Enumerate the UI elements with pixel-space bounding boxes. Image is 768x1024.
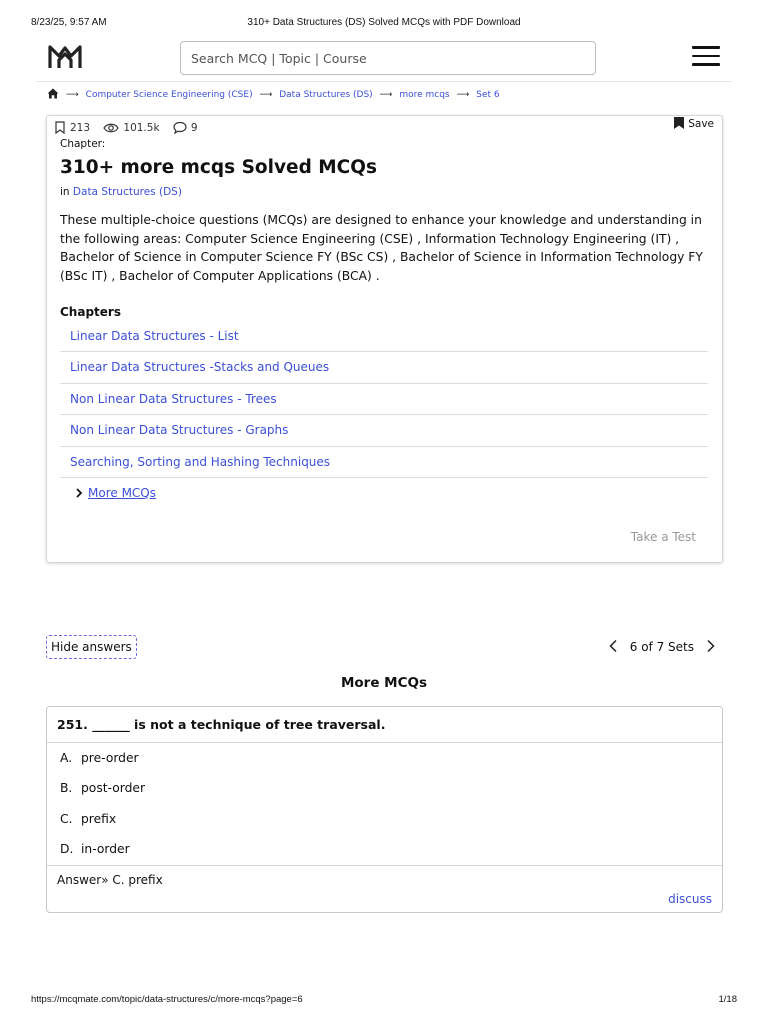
chevron-left-icon[interactable] xyxy=(608,639,618,653)
page-title: 310+ more mcqs Solved MCQs xyxy=(60,157,377,178)
eye-icon xyxy=(103,122,119,134)
search-input[interactable] xyxy=(180,41,596,75)
chapter-link[interactable]: Linear Data Structures -Stacks and Queues xyxy=(70,360,330,375)
option-c[interactable]: C. prefix xyxy=(60,811,117,826)
list-item xyxy=(60,321,708,352)
breadcrumb-separator: ⟶ xyxy=(65,90,79,100)
breadcrumb-item-cse[interactable]: Computer Science Engineering (CSE) xyxy=(85,90,253,100)
option-list xyxy=(60,743,145,864)
take-test-button[interactable]: Take a Test xyxy=(630,530,696,544)
topic-card xyxy=(46,115,723,563)
option-d[interactable]: D. in-order xyxy=(60,841,130,856)
print-footer xyxy=(31,994,737,1008)
list-item xyxy=(60,384,708,415)
more-mcqs-toggle[interactable] xyxy=(75,486,156,500)
more-mcqs-link[interactable]: More MCQs xyxy=(88,486,156,500)
chapter-link[interactable]: Linear Data Structures - List xyxy=(70,329,239,343)
topic-description: These multiple-choice questions (MCQs) are designed to enhance your knowledge and understanding in the following areas: Computer Science Engineering (CSE) , Information Technology Engineering (IT) , Bachelor of Science in Computer Science FY (BSc CS) , Bachelor of Science in Information Technology FY (BSc IT) , Bachelor of Computer Applications (BCA) . xyxy=(60,213,703,283)
discuss-link[interactable]: discuss xyxy=(668,892,712,906)
stats-bar xyxy=(54,121,208,135)
breadcrumb-item-set[interactable]: Set 6 xyxy=(476,90,500,100)
print-url: https://mcqmate.com/topic/data-structures/c/more-mcqs?page=6 xyxy=(31,994,303,1005)
option-b[interactable]: B. post-order xyxy=(60,781,146,796)
question-text xyxy=(57,717,385,732)
chevron-right-icon xyxy=(75,488,83,498)
bookmark-count: 213 xyxy=(54,121,90,135)
bookmark-outline-icon xyxy=(54,121,66,134)
comment-count: 9 xyxy=(173,121,198,135)
print-title: 310+ Data Structures (DS) Solved MCQs with PDF Download xyxy=(247,17,521,28)
list-item xyxy=(60,447,708,478)
chapter-label: Chapter: xyxy=(60,138,106,150)
answer-text: Answer» C. prefix xyxy=(57,873,163,887)
chapters-heading: Chapters xyxy=(60,305,121,319)
question-number: 251. xyxy=(57,717,88,732)
list-item xyxy=(60,352,708,383)
hamburger-menu-icon[interactable] xyxy=(692,46,720,68)
breadcrumb-separator: ⟶ xyxy=(456,90,470,100)
breadcrumb-separator: ⟶ xyxy=(259,90,273,100)
chapter-link[interactable]: Searching, Sorting and Hashing Techniques xyxy=(70,454,331,469)
chapter-link[interactable]: Non Linear Data Structures - Graphs xyxy=(70,423,289,438)
bookmark-filled-icon xyxy=(673,116,685,130)
list-item xyxy=(60,415,708,446)
subject-line: in Data Structures (DS) xyxy=(60,186,182,198)
option-a[interactable]: A. pre-order xyxy=(60,751,139,765)
breadcrumb-item-more-mcqs[interactable]: more mcqs xyxy=(399,90,450,100)
chevron-right-icon[interactable] xyxy=(706,639,716,653)
print-date: 8/23/25, 9:57 AM xyxy=(31,17,107,28)
breadcrumb-item-ds[interactable]: Data Structures (DS) xyxy=(279,90,373,100)
divider xyxy=(47,865,722,866)
question-body: ______ is not a technique of tree traversal. xyxy=(92,717,386,732)
subject-link[interactable]: Data Structures (DS) xyxy=(72,186,182,198)
hide-answers-button[interactable]: Hide answers xyxy=(46,635,137,659)
set-pager xyxy=(608,639,716,655)
save-button[interactable]: Save xyxy=(673,116,714,130)
home-icon[interactable] xyxy=(47,88,59,104)
breadcrumb xyxy=(47,88,500,102)
print-page-number: 1/18 xyxy=(718,994,737,1005)
chapter-link[interactable]: Non Linear Data Structures - Trees xyxy=(70,391,277,406)
breadcrumb-separator: ⟶ xyxy=(379,90,393,100)
top-navbar xyxy=(36,34,732,82)
question-card xyxy=(46,706,723,913)
comment-icon xyxy=(173,121,187,134)
chapter-list xyxy=(60,321,708,478)
set-count: 6 of 7 Sets xyxy=(629,640,694,654)
section-title: More MCQs xyxy=(340,675,428,691)
divider xyxy=(47,742,722,743)
print-header xyxy=(31,17,737,31)
mcqmate-logo-icon[interactable] xyxy=(47,42,83,72)
view-count: 101.5k xyxy=(103,121,159,135)
